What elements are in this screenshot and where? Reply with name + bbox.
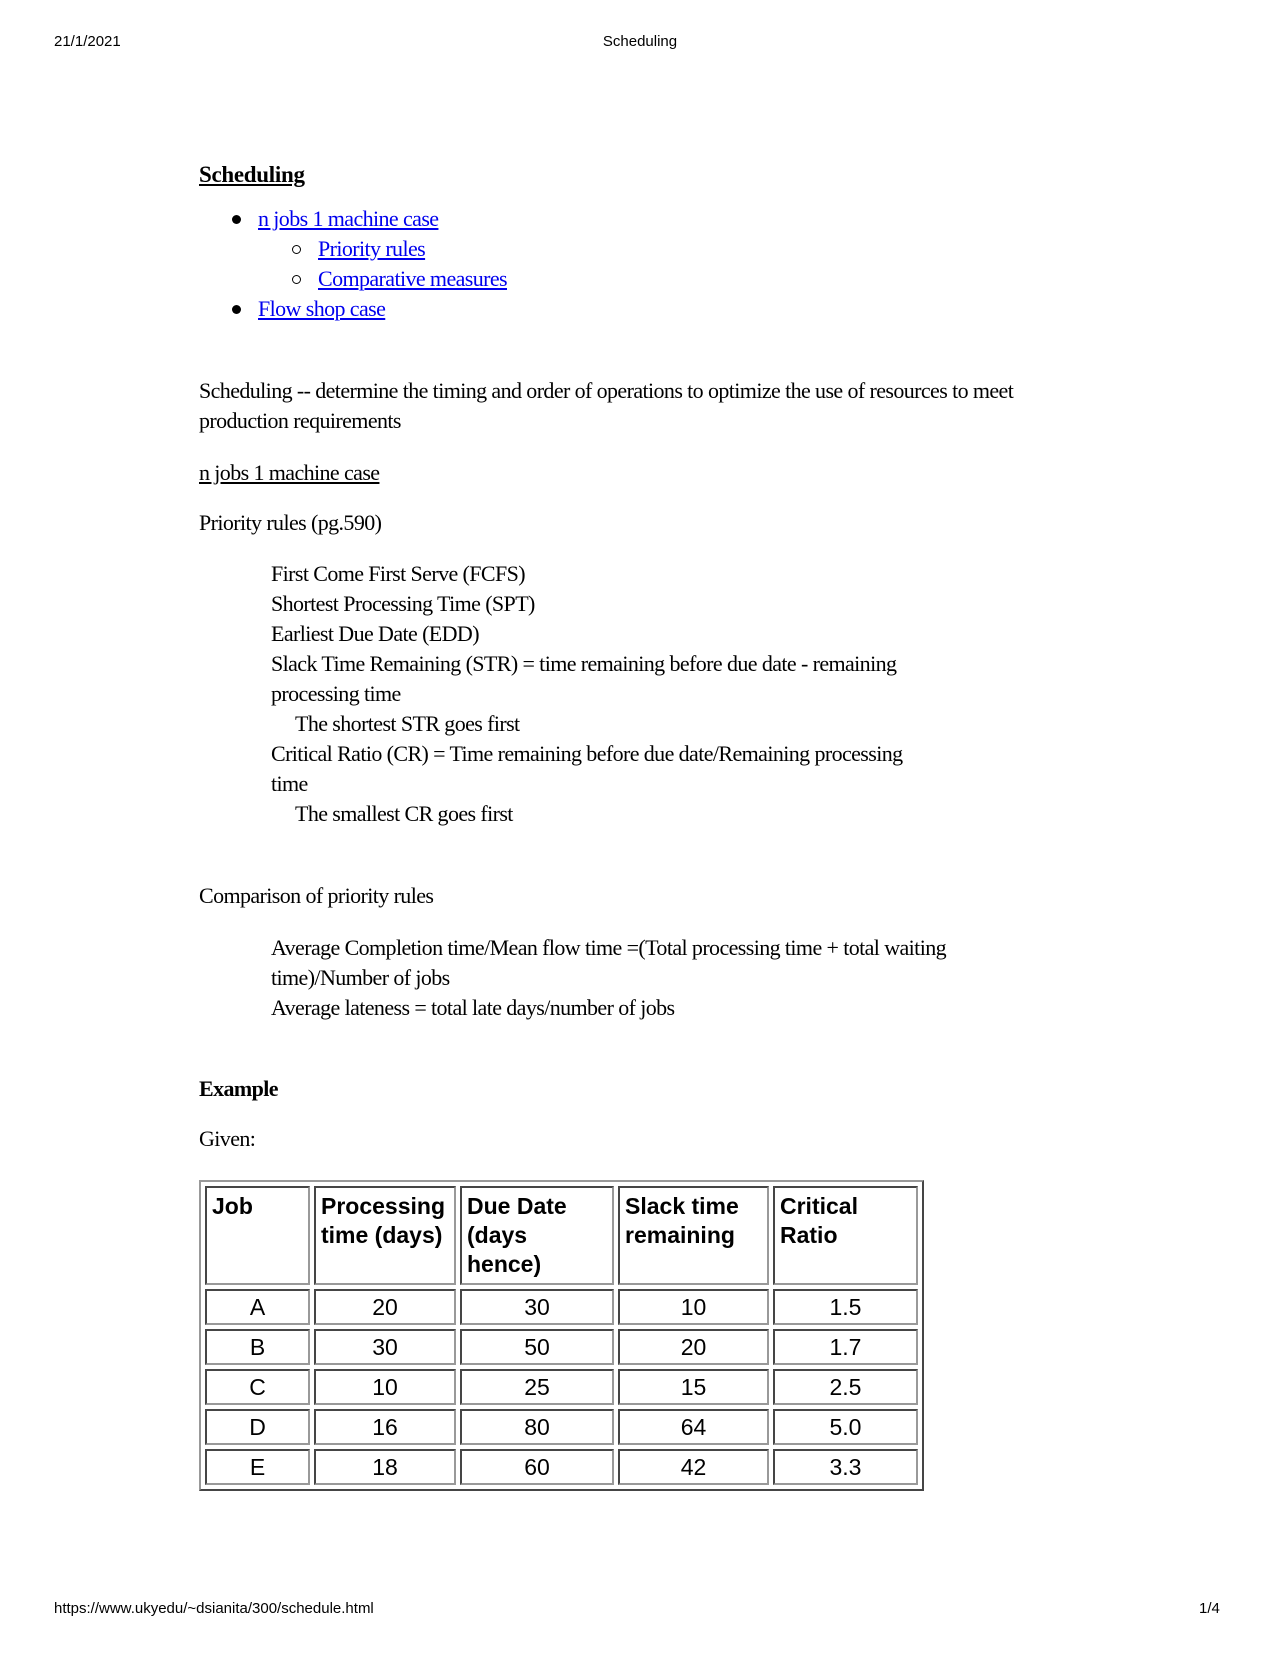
comparison-measures bbox=[199, 933, 971, 1023]
measure-lateness: Average lateness = total late days/number of jobs bbox=[271, 995, 675, 1020]
cell-critical-ratio: 1.7 bbox=[773, 1329, 918, 1365]
col-header-due-date: Due Date (days hence) bbox=[460, 1186, 614, 1285]
print-header-title: Scheduling bbox=[602, 33, 678, 50]
toc-link-comparative-measures[interactable]: Comparative measures bbox=[318, 266, 507, 291]
cell-job: D bbox=[205, 1409, 310, 1445]
page-title: Scheduling bbox=[199, 162, 305, 187]
cell-slack: 10 bbox=[618, 1289, 769, 1325]
given-label: Given: bbox=[199, 1126, 256, 1151]
cell-processing: 30 bbox=[314, 1329, 456, 1365]
example-heading: Example bbox=[199, 1076, 278, 1101]
print-footer-page-number: 1/4 bbox=[1199, 1600, 1220, 1617]
col-header-job: Job bbox=[205, 1186, 310, 1285]
section-heading: n jobs 1 machine case bbox=[199, 460, 380, 485]
table-row bbox=[205, 1289, 918, 1325]
cell-due-date: 60 bbox=[460, 1449, 614, 1485]
table-row bbox=[205, 1369, 918, 1405]
toc-link-priority-rules[interactable]: Priority rules bbox=[318, 236, 426, 261]
cell-critical-ratio: 2.5 bbox=[773, 1369, 918, 1405]
cell-slack: 64 bbox=[618, 1409, 769, 1445]
print-header-date: 21/1/2021 bbox=[54, 33, 121, 50]
table-row bbox=[205, 1409, 918, 1445]
table-header-row bbox=[205, 1186, 918, 1285]
table-row bbox=[205, 1329, 918, 1365]
table-of-contents bbox=[199, 204, 1079, 324]
cell-critical-ratio: 1.5 bbox=[773, 1289, 918, 1325]
cell-job: B bbox=[205, 1329, 310, 1365]
cell-due-date: 25 bbox=[460, 1369, 614, 1405]
rule-str-note: The shortest STR goes first bbox=[295, 711, 520, 736]
cell-job: A bbox=[205, 1289, 310, 1325]
cell-processing: 16 bbox=[314, 1409, 456, 1445]
toc-subitem bbox=[287, 264, 1079, 294]
priority-rules-heading: Priority rules (pg.590) bbox=[199, 510, 382, 535]
cell-due-date: 80 bbox=[460, 1409, 614, 1445]
cell-critical-ratio: 3.3 bbox=[773, 1449, 918, 1485]
jobs-table bbox=[199, 1180, 924, 1491]
measure-completion: Average Completion time/Mean flow time =(Total processing time + total waiting time)/Number of jobs bbox=[271, 935, 947, 990]
rule-cr-note: The smallest CR goes first bbox=[295, 801, 513, 826]
rule-spt: Shortest Processing Time (SPT) bbox=[271, 591, 535, 616]
col-header-critical-ratio: Critical Ratio bbox=[773, 1186, 918, 1285]
rule-cr: Critical Ratio (CR) = Time remaining before due date/Remaining processing time bbox=[271, 741, 903, 796]
toc-link-flow-shop[interactable]: Flow shop case bbox=[258, 296, 386, 321]
cell-processing: 10 bbox=[314, 1369, 456, 1405]
cell-slack: 20 bbox=[618, 1329, 769, 1365]
table-row bbox=[205, 1449, 918, 1485]
cell-processing: 18 bbox=[314, 1449, 456, 1485]
cell-due-date: 50 bbox=[460, 1329, 614, 1365]
toc-subitem bbox=[287, 234, 1079, 264]
col-header-processing: Processing time (days) bbox=[314, 1186, 456, 1285]
cell-processing: 20 bbox=[314, 1289, 456, 1325]
rule-fcfs: First Come First Serve (FCFS) bbox=[271, 561, 525, 586]
cell-slack: 42 bbox=[618, 1449, 769, 1485]
toc-item bbox=[227, 204, 1079, 294]
cell-critical-ratio: 5.0 bbox=[773, 1409, 918, 1445]
rule-edd: Earliest Due Date (EDD) bbox=[271, 621, 479, 646]
rule-str: Slack Time Remaining (STR) = time remaining before due date - remaining processing time bbox=[271, 651, 897, 706]
comparison-heading: Comparison of priority rules bbox=[199, 883, 434, 908]
col-header-slack: Slack time remaining bbox=[618, 1186, 769, 1285]
cell-due-date: 30 bbox=[460, 1289, 614, 1325]
toc-link-n-jobs[interactable]: n jobs 1 machine case bbox=[258, 206, 439, 231]
priority-rules-list bbox=[199, 559, 911, 829]
intro-paragraph: Scheduling -- determine the timing and order of operations to optimize the use of resources to meet production requirements bbox=[199, 378, 1014, 433]
toc-item bbox=[227, 294, 1079, 324]
cell-job: C bbox=[205, 1369, 310, 1405]
cell-slack: 15 bbox=[618, 1369, 769, 1405]
cell-job: E bbox=[205, 1449, 310, 1485]
print-footer-url: https://www.ukyedu/~dsianita/300/schedule.html bbox=[54, 1600, 374, 1617]
document-body bbox=[199, 160, 1079, 1154]
